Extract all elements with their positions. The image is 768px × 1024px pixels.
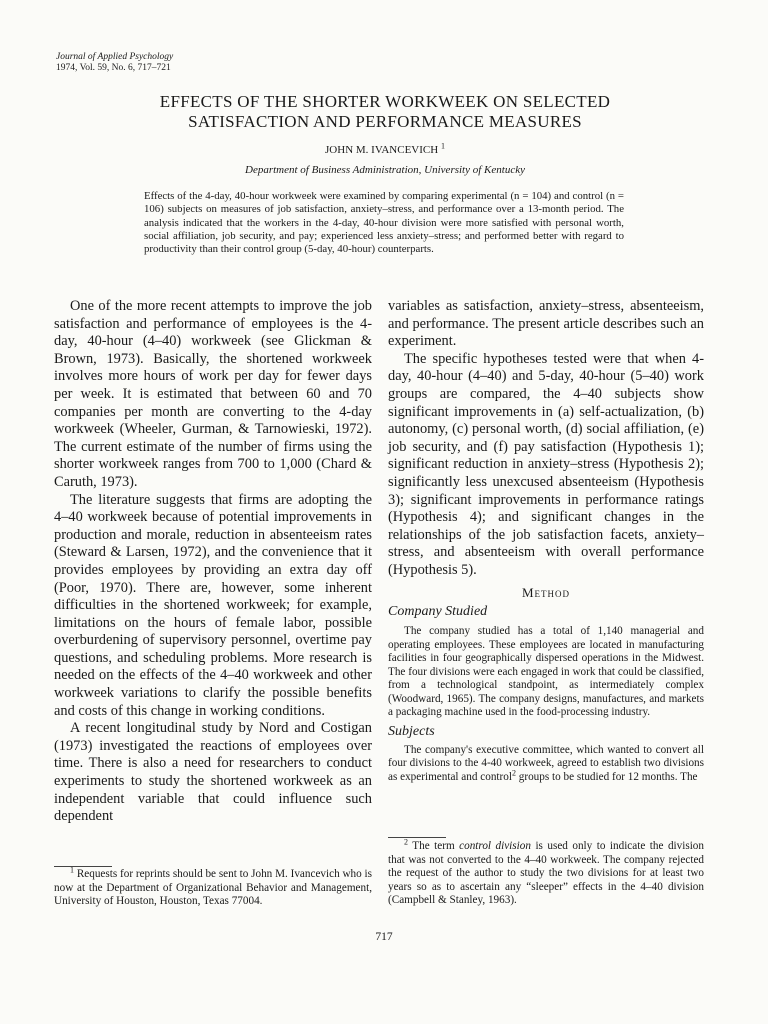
subjects-footnote-mark: 2 xyxy=(511,767,516,777)
author-footnote-mark: 1 xyxy=(440,141,445,151)
left-paragraph-1: One of the more recent attempts to improve the job satisfaction and performance of employees is the 4-day, 40-hour (4–40) workweek (see Glickman & Brown, 1973). Basically, the shortened workweek involves more hours of work per day for fewer days per week. It is estimated that between 60 and 70 companies per month are converting to the 4-day workweek (Wheeler, Gurman, & Tarnowieski, 1972). The current estimate of the number of firms using the shorter workweek ranges from 700 to 1,000 (Chard & Caruth, 1973). xyxy=(54,298,372,490)
left-paragraph-3: A recent longitudinal study by Nord and Costigan (1973) investigated the reactions of employees over time. There is also a need for researchers to conduct experiments to study the shortened workweek as an independent variable that could influence such dependent xyxy=(54,720,372,825)
footnote-divider-left xyxy=(54,866,112,867)
right-paragraph-2: The specific hypotheses tested were that when 4-day, 40-hour (4–40) and 5-day, 40-hour (5–40) work groups are compared, the 4–40 subjects show significant improvements in (a) self-actualization, (b) autonomy, (c) personal worth, (d) social affiliation, (e) job security, and (f) pay satisfaction (Hypothesis 1); significant reduction in anxiety–stress (Hypothesis 2); significantly less unexcused absenteeism (Hypothesis 3); significant improvements in performance ratings (Hypothesis 4); and significant changes in the relationships of the job satisfaction facets, anxiety–stress, and absenteeism with overall performance (Hypothesis 5). xyxy=(388,350,704,578)
abstract: Effects of the 4-day, 40-hour workweek were examined by comparing experimental (n = 104) and control (n = 106) subjects on measures of job satisfaction, anxiety–stress, and performance over a 13-month period. The analysis indicated that the workers in the 4-day, 40-hour division were more satisfied with personal worth, social affiliation, job security, and pay; experienced less anxiety–stress; and performed better with regard to productivity than their control group (5-day, 40-hour) counterparts. xyxy=(144,190,624,256)
subjects-text-a: The company's executive committee, which wanted to convert all four divisions to the 4-40 workweek, agreed to establish two divisions as experimental and control xyxy=(388,743,704,783)
subjects-text xyxy=(388,744,704,785)
article-title xyxy=(60,92,710,131)
footnote-2-post: is used only to indicate the division that was not converted to the 4–40 workweek. The company rejected the request of the author to study the two divisions for at least two years so as to ascertain any “sleeper” effects in the 4–40 division (Campbell & Stanley, 1963). xyxy=(388,840,704,906)
journal-name: Journal of Applied Psychology xyxy=(56,52,174,62)
footnote-2 xyxy=(388,837,704,908)
title-line-1: EFFECTS OF THE SHORTER WORKWEEK ON SELECTED xyxy=(159,92,611,111)
footnote-1 xyxy=(54,865,373,909)
company-studied-text: The company studied has a total of 1,140 managerial and operating employees. These employees are located in manufacturing facilities in four geographically dispersed operations in the Midwest. The four divisions were each engaged in work that could be classified, from a technological standpoint, as intermediately complex (Woodward, 1965). The company designs, manufactures, and markets a packaging machine used in the food-processing industry. xyxy=(388,625,704,719)
method-heading: Method xyxy=(521,584,571,600)
footnote-divider-right xyxy=(388,837,446,838)
right-column xyxy=(388,298,704,784)
footnote-2-mark: 2 xyxy=(404,837,408,847)
journal-citation: 1974, Vol. 59, No. 6, 717–721 xyxy=(56,62,171,73)
company-studied-heading: Company Studied xyxy=(388,604,488,620)
left-column xyxy=(54,298,372,826)
subjects-heading: Subjects xyxy=(388,723,435,739)
right-paragraph-1: variables as satisfaction, anxiety–stress, absenteeism, and performance. The present article describes such an experiment. xyxy=(388,298,704,350)
author-line xyxy=(60,141,710,156)
footnote-1-mark: 1 xyxy=(70,865,74,875)
title-line-2: SATISFACTION AND PERFORMANCE MEASURES xyxy=(188,111,582,131)
journal-header xyxy=(56,52,173,73)
footnote-2-pre: The term xyxy=(412,840,455,852)
footnote-1-text: Requests for reprints should be sent to John M. Ivancevich who is now at the Department of Organizational Behavior and Management, University of Houston, Houston, Texas 77004. xyxy=(54,868,373,907)
footnote-2-term: control division xyxy=(459,840,531,852)
left-paragraph-2: The literature suggests that firms are adopting the 4–40 workweek because of potential improvements in production and morale, reduction in absenteeism rates (Steward & Larsen, 1972), and the convenience that it provides employees by providing an extra day off (Poor, 1970). There are, however, some inherent difficulties in the shortened workweek; for example, limitations on the hours of female labor, possible overburdening of supervisory personnel, overtime pay questions, and scheduling problems. More research is needed on the effects of the 4–40 workweek and other workweek variations to clarify the possible benefits and costs of this change in working conditions. xyxy=(54,491,372,719)
author-affiliation: Department of Business Administration, University of Kentucky xyxy=(245,164,525,176)
page-number: 717 xyxy=(375,931,393,943)
author-name: JOHN M. IVANCEVICH xyxy=(325,144,439,156)
subjects-text-b: groups to be studied for 12 months. The xyxy=(518,770,698,783)
